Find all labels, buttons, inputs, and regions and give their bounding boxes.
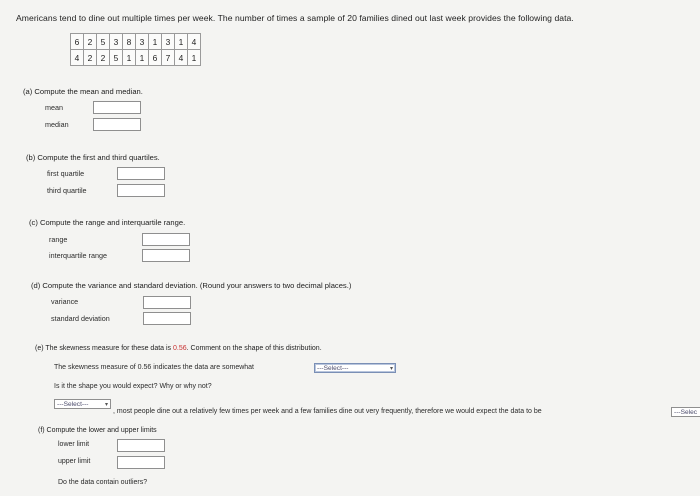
expectation-explanation: , most people dine out a relatively few times per week and a few families dine out very frequently, therefore we would expect the data to be bbox=[113, 408, 542, 415]
chevron-down-icon: ▾ bbox=[104, 402, 108, 408]
table-row bbox=[71, 50, 201, 66]
median-label: median bbox=[45, 120, 69, 129]
range-label: range bbox=[49, 235, 68, 244]
problem-intro: Americans tend to dine out multiple times per week. The number of times a sample of 20 families dined out last week provides the following data. bbox=[16, 13, 574, 23]
variance-label: variance bbox=[51, 297, 79, 306]
table-cell: 3 bbox=[110, 34, 123, 50]
part-d-title: (d) Compute the variance and standard deviation. (Round your answers to two decimal places.) bbox=[31, 281, 352, 290]
table-cell: 6 bbox=[71, 34, 84, 50]
lower-limit-input[interactable] bbox=[117, 439, 165, 452]
distribution-shape-select[interactable] bbox=[671, 407, 700, 417]
variance-input[interactable] bbox=[143, 296, 191, 309]
table-cell: 6 bbox=[149, 50, 162, 66]
table-cell: 3 bbox=[162, 34, 175, 50]
third-quartile-label: third quartile bbox=[47, 186, 87, 195]
mean-label: mean bbox=[45, 103, 63, 112]
skewness-value: 0.56 bbox=[173, 345, 187, 352]
third-quartile-input[interactable] bbox=[117, 184, 165, 197]
part-e-text: (e) The skewness measure for these data is bbox=[35, 345, 173, 352]
lower-limit-label: lower limit bbox=[58, 441, 90, 448]
table-cell: 1 bbox=[136, 50, 149, 66]
table-cell: 3 bbox=[136, 34, 149, 50]
part-c-title: (c) Compute the range and interquartile range. bbox=[29, 218, 186, 227]
part-e-text-end: . Comment on the shape of this distribution. bbox=[186, 345, 322, 352]
part-e-title bbox=[35, 345, 322, 352]
upper-limit-input[interactable] bbox=[117, 456, 165, 469]
table-cell: 1 bbox=[175, 34, 188, 50]
outliers-question: Do the data contain outliers? bbox=[58, 479, 148, 486]
table-cell: 1 bbox=[188, 50, 201, 66]
mean-input[interactable] bbox=[93, 101, 141, 114]
median-input[interactable] bbox=[93, 118, 141, 131]
first-quartile-input[interactable] bbox=[117, 167, 165, 180]
interquartile-range-input[interactable] bbox=[142, 249, 190, 262]
table-cell: 8 bbox=[123, 34, 136, 50]
range-input[interactable] bbox=[142, 233, 190, 246]
select-value: ---Select--- bbox=[317, 365, 349, 372]
table-cell: 4 bbox=[188, 34, 201, 50]
table-cell: 4 bbox=[175, 50, 188, 66]
first-quartile-label: first quartile bbox=[47, 169, 85, 178]
table-cell: 7 bbox=[162, 50, 175, 66]
standard-deviation-label: standard deviation bbox=[51, 314, 110, 323]
skewness-statement: The skewness measure of 0.56 indicates the data are somewhat bbox=[54, 364, 254, 371]
skewness-shape-select[interactable] bbox=[314, 363, 396, 373]
table-cell: 5 bbox=[97, 34, 110, 50]
standard-deviation-input[interactable] bbox=[143, 312, 191, 325]
upper-limit-label: upper limit bbox=[58, 458, 91, 465]
table-cell: 2 bbox=[84, 34, 97, 50]
select-value: ---Selec bbox=[674, 409, 698, 416]
table-cell: 2 bbox=[84, 50, 97, 66]
table-cell: 4 bbox=[71, 50, 84, 66]
chevron-down-icon: ▾ bbox=[389, 366, 393, 372]
table-cell: 5 bbox=[110, 50, 123, 66]
expectation-question: Is it the shape you would expect? Why or why not? bbox=[54, 383, 212, 390]
data-table bbox=[70, 33, 201, 66]
table-cell: 2 bbox=[97, 50, 110, 66]
table-cell: 1 bbox=[123, 50, 136, 66]
table-row bbox=[71, 34, 201, 50]
expectation-select[interactable] bbox=[54, 399, 111, 409]
part-a-title: (a) Compute the mean and median. bbox=[23, 87, 143, 96]
part-f-title: (f) Compute the lower and upper limits bbox=[38, 427, 157, 434]
select-value: ---Select--- bbox=[57, 401, 89, 408]
table-cell: 1 bbox=[149, 34, 162, 50]
interquartile-range-label: interquartile range bbox=[49, 251, 107, 260]
part-b-title: (b) Compute the first and third quartiles. bbox=[26, 153, 160, 162]
